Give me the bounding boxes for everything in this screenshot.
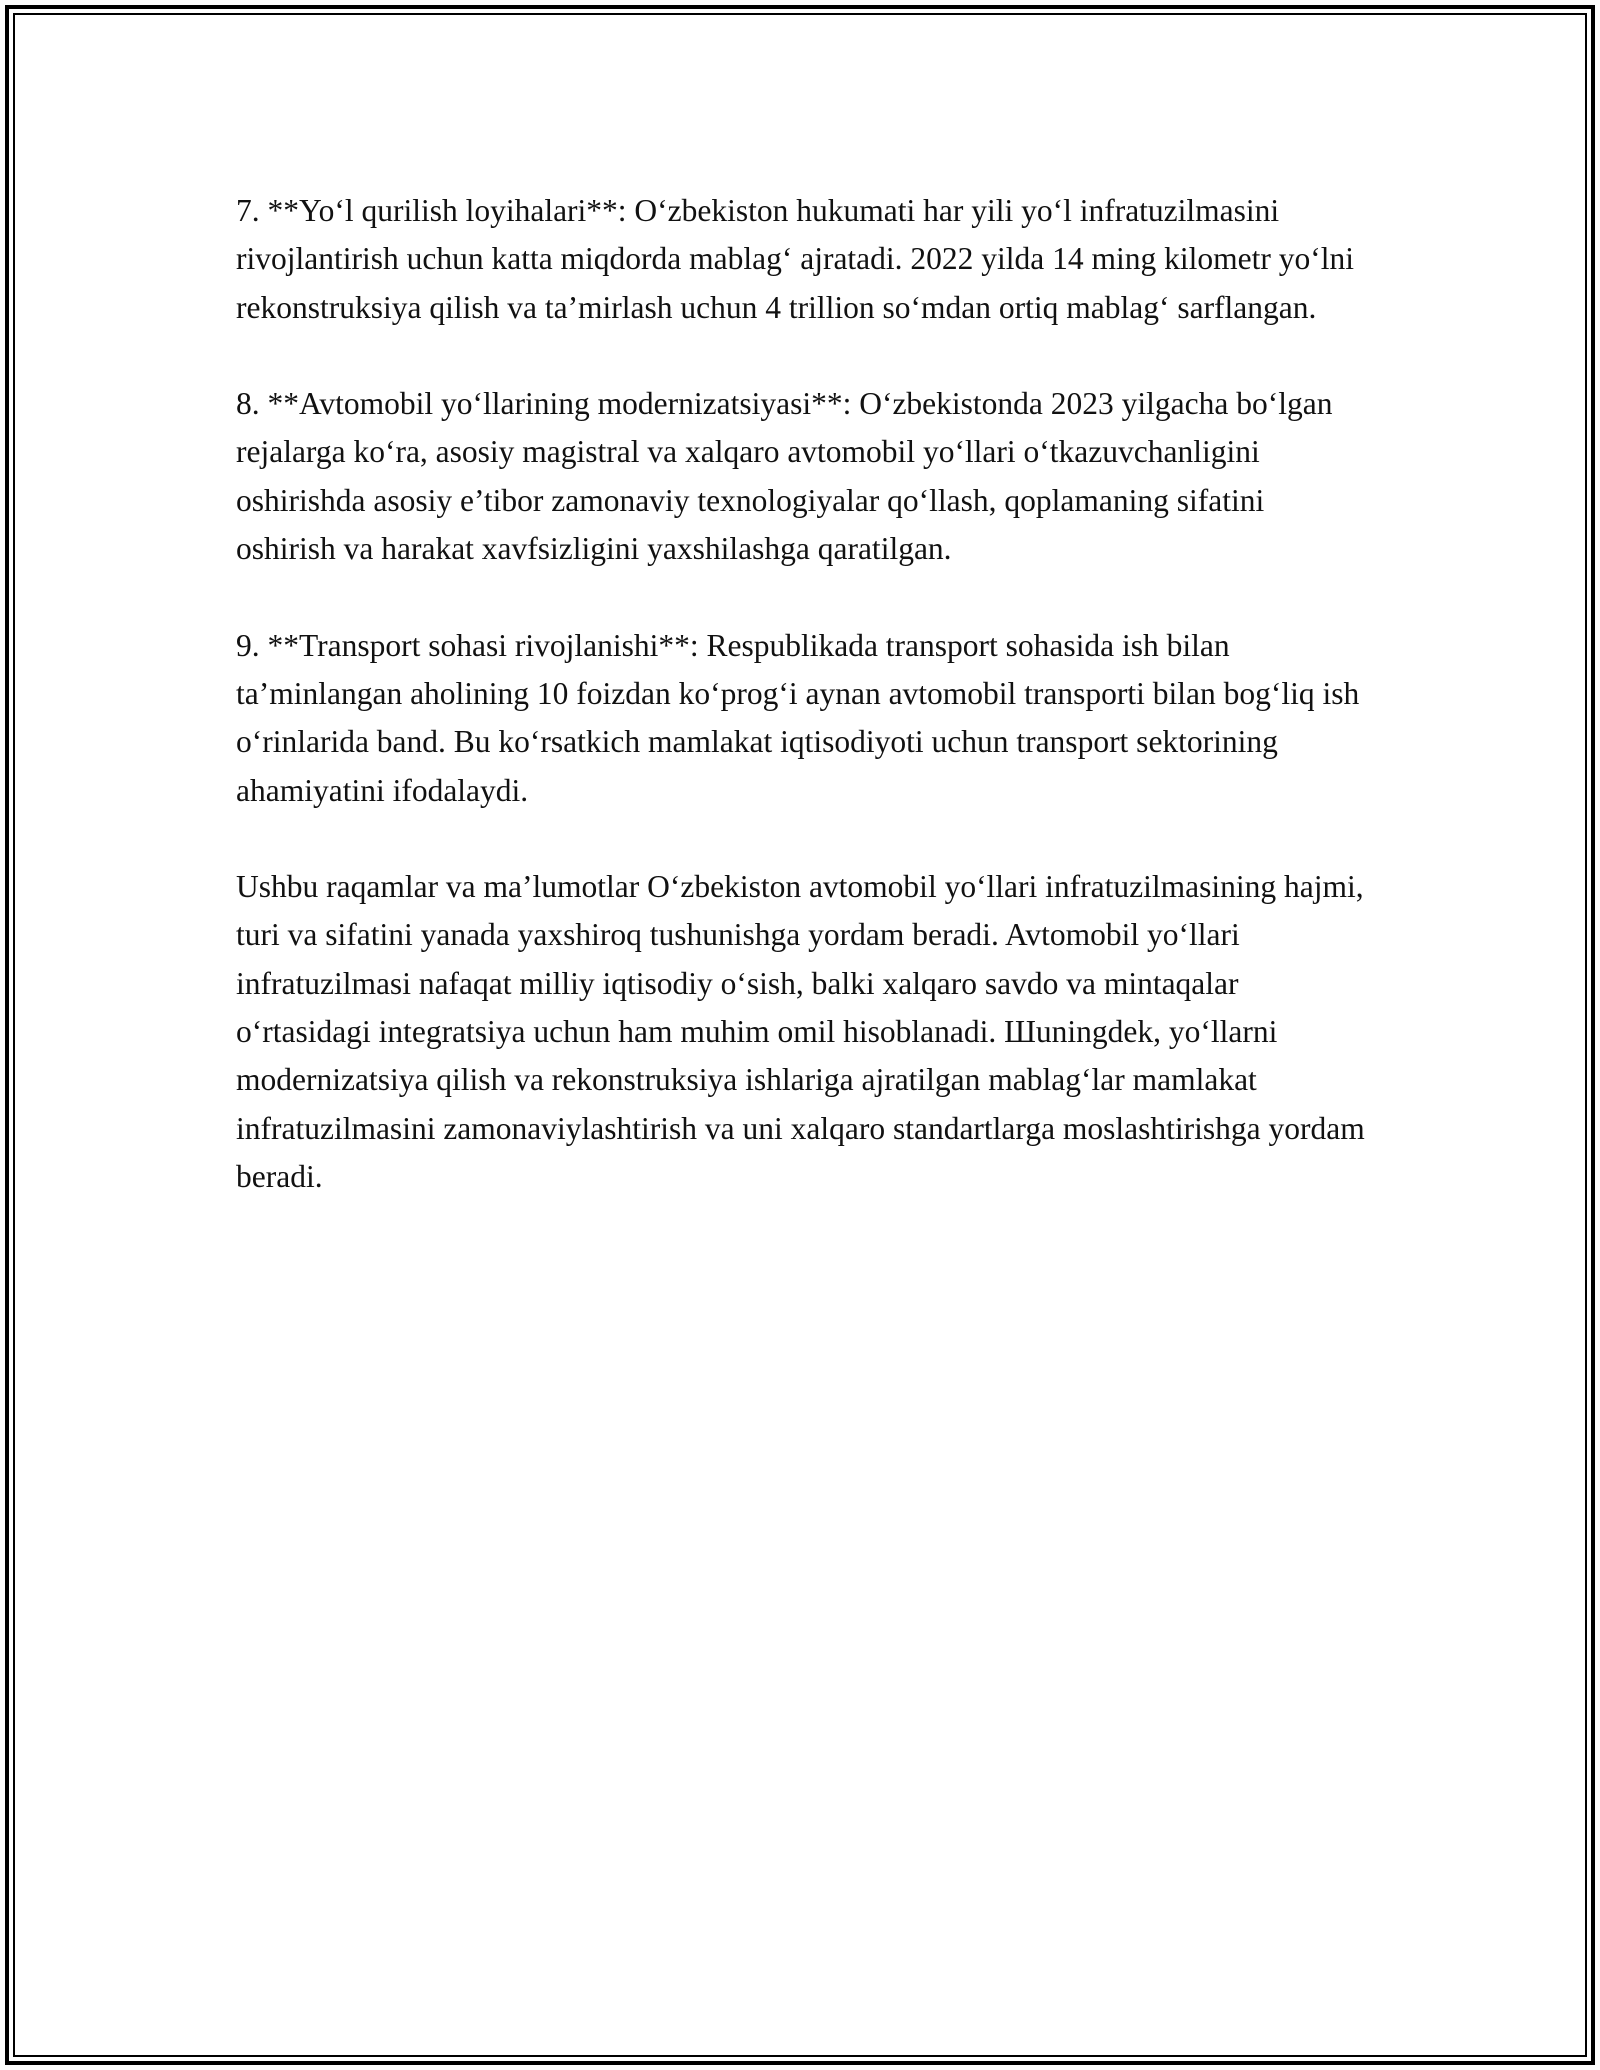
paragraph-road-construction-projects: 7. **Yo‘l qurilish loyihalari**: O‘zbekiston hukumati har yili yo‘l infratuzilmasini rivojlantirish uchun katta miqdorda mablag‘ ajratadi. 2022 yilda 14 ming kilometr yo‘lni rekonstruksiya qilish va ta’mirlash uchun 4 trillion so‘mdan ortiq mablag‘ sarflangan. — [236, 193, 1355, 325]
paragraph-highway-modernization: 8. **Avtomobil yo‘llarining modernizatsiyasi**: O‘zbekistonda 2023 yilgacha bo‘lgan rejalarga ko‘ra, asosiy magistral va xalqaro avtomobil yo‘llari o‘tkazuvchanligini oshirishda asosiy e’tibor zamonaviy texnologiyalar qo‘llash, qoplamaning sifatini oshirish va harakat xavfsizligini yaxshilashga qaratilgan. — [236, 386, 1333, 567]
document-body — [236, 187, 1366, 1250]
paragraph-conclusion: Ushbu raqamlar va ma’lumotlar O‘zbekiston avtomobil yo‘llari infratuzilmasining hajmi, turi va sifatini yanada yaxshiroq tushunishga yordam beradi. Avtomobil yo‘llari infratuzilmasi nafaqat milliy iqtisodiy o‘sish, balki xalqaro savdo va mintaqalar o‘rtasidagi integratsiya uchun ham muhim omil hisoblanadi. Шuningdek, yo‘llarni modernizatsiya qilish va rekonstruksiya ishlariga ajratilgan mablag‘lar mamlakat infratuzilmasini zamonaviylashtirish va uni xalqaro standartlarga moslashtirishga yordam beradi. — [236, 869, 1365, 1194]
paragraph-transport-sector-development: 9. **Transport sohasi rivojlanishi**: Respublikada transport sohasida ish bilan ta’minlangan aholining 10 foizdan ko‘prog‘i aynan avtomobil transporti bilan bog‘liq ish o‘rinlarida band. Bu ko‘rsatkich mamlakat iqtisodiyoti uchun transport sektorining ahamiyatini ifodalaydi. — [236, 627, 1360, 808]
